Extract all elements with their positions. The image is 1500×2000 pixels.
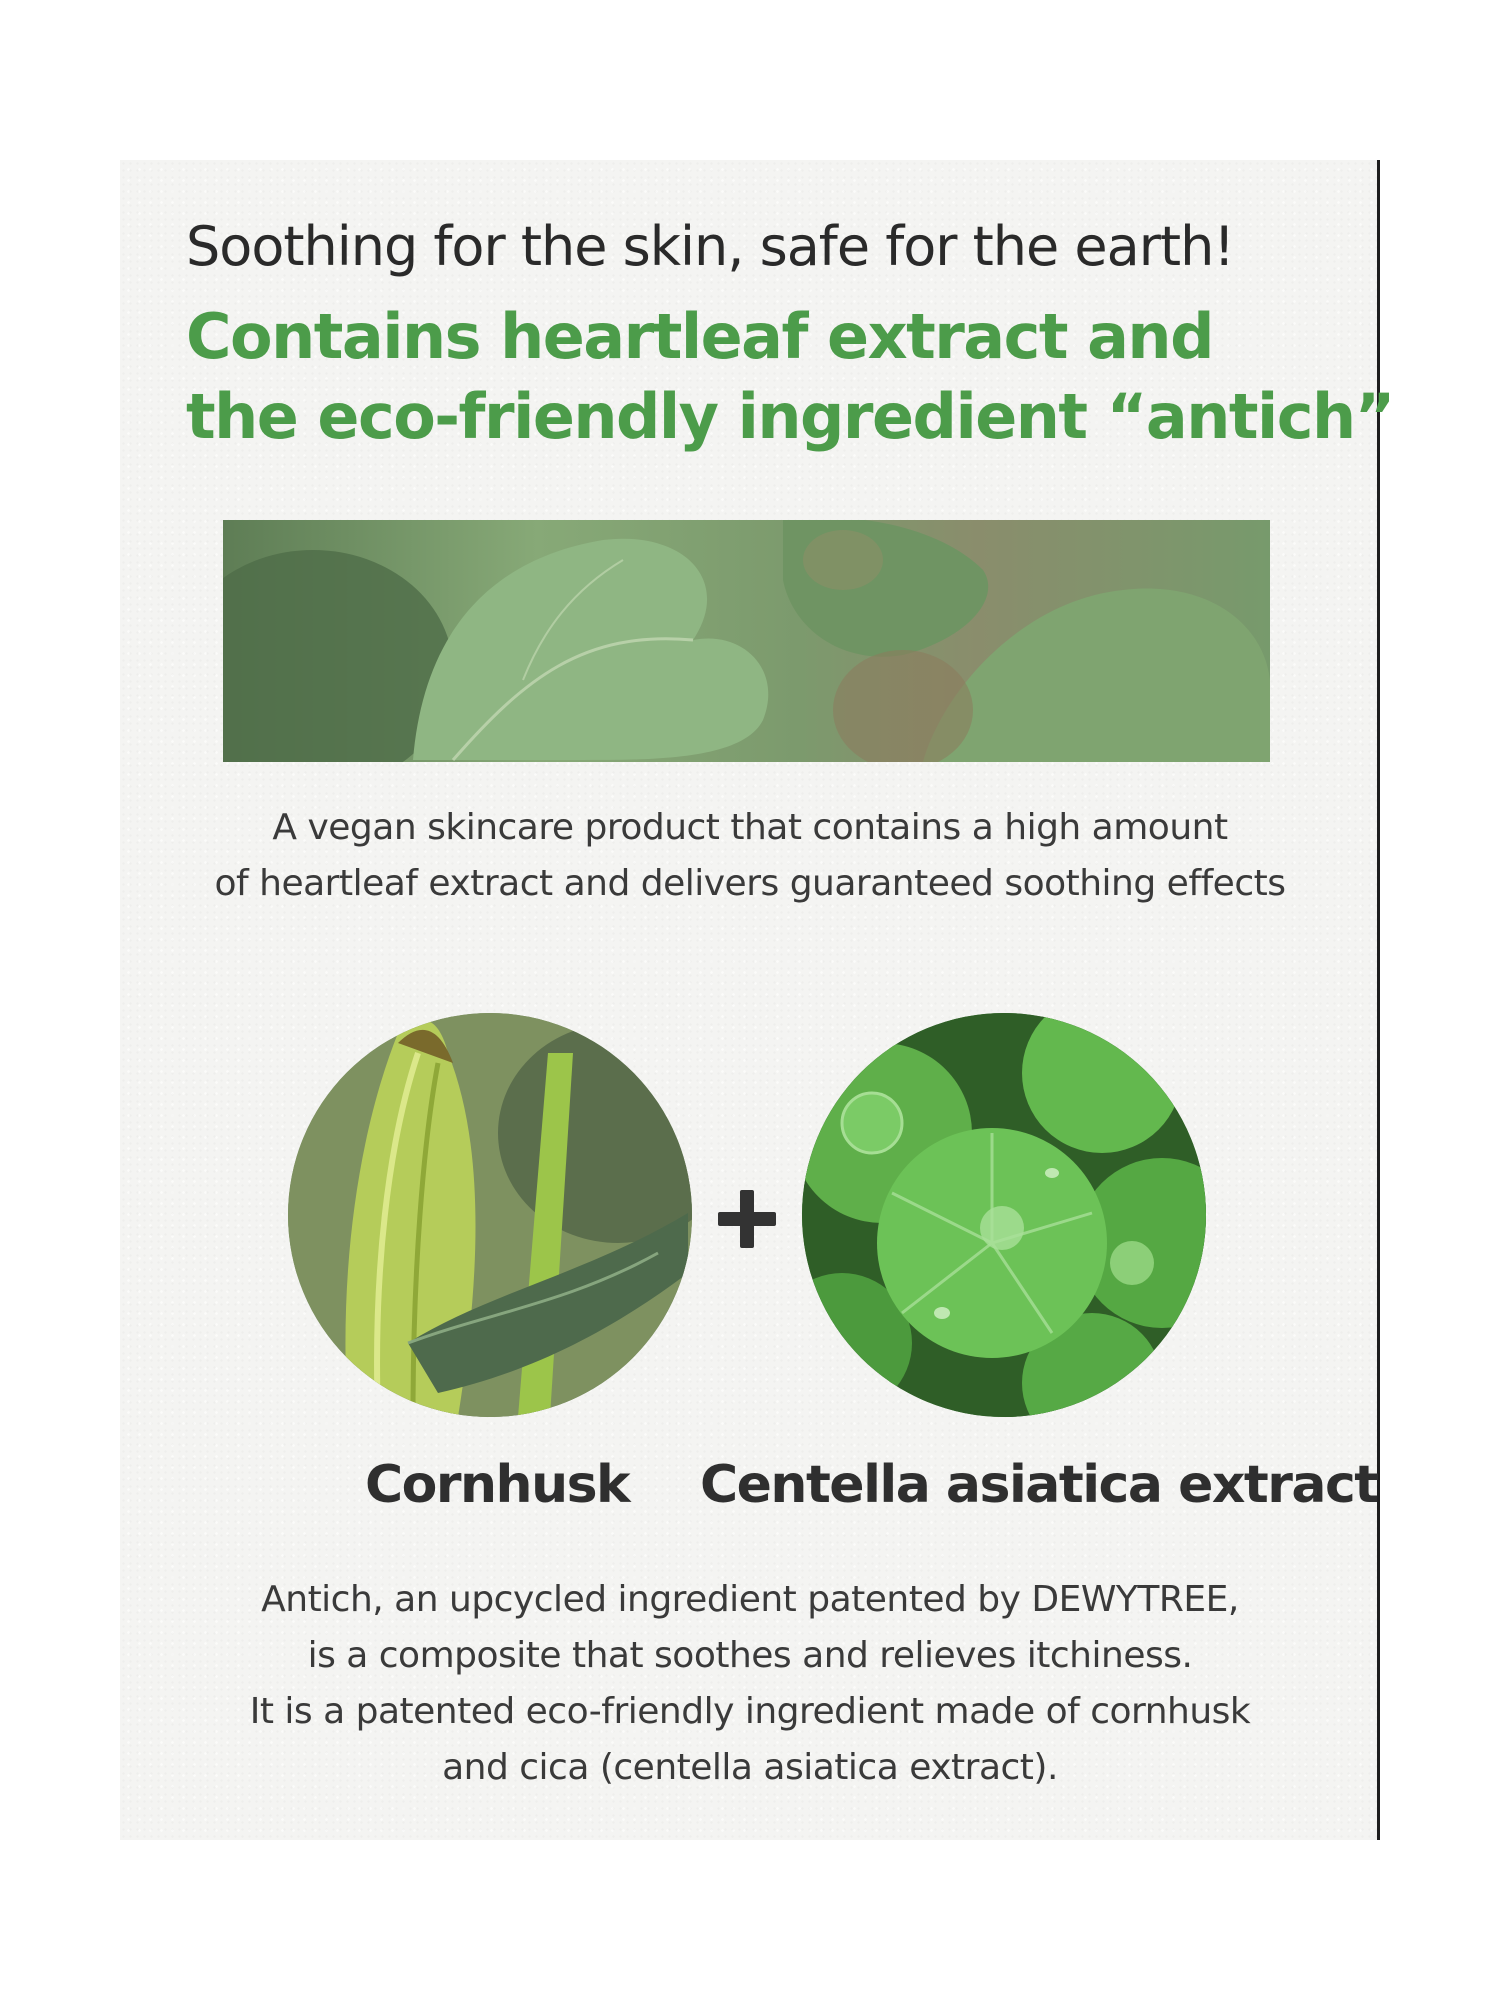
cornhusk-label: Cornhusk	[365, 1455, 630, 1515]
antich-description	[120, 1572, 1380, 1796]
intro-heading: Soothing for the skin, safe for the earth!	[186, 215, 1234, 278]
antich-description-line-4: and cica (centella asiatica extract).	[442, 1747, 1058, 1788]
vegan-description-line-1: A vegan skincare product that contains a high amount	[272, 807, 1228, 848]
vegan-description-line-2: of heartleaf extract and delivers guaranteed soothing effects	[214, 863, 1286, 904]
centella-label: Centella asiatica extract	[700, 1455, 1378, 1515]
heartleaf-banner-image	[223, 520, 1270, 762]
antich-description-line-1: Antich, an upcycled ingredient patented by DEWYTREE,	[261, 1579, 1239, 1620]
headline-line-1: Contains heartleaf extract and	[186, 300, 1213, 373]
centella-leaves-image	[802, 1013, 1206, 1417]
vegan-description	[120, 800, 1380, 912]
cornhusk-image	[288, 1013, 692, 1417]
plus-icon	[718, 1190, 776, 1248]
antich-description-line-2: is a composite that soothes and relieves itchiness.	[307, 1635, 1193, 1676]
headline-line-2: the eco-friendly ingredient “antich”	[186, 380, 1394, 453]
antich-description-line-3: It is a patented eco-friendly ingredient made of cornhusk	[249, 1691, 1251, 1732]
